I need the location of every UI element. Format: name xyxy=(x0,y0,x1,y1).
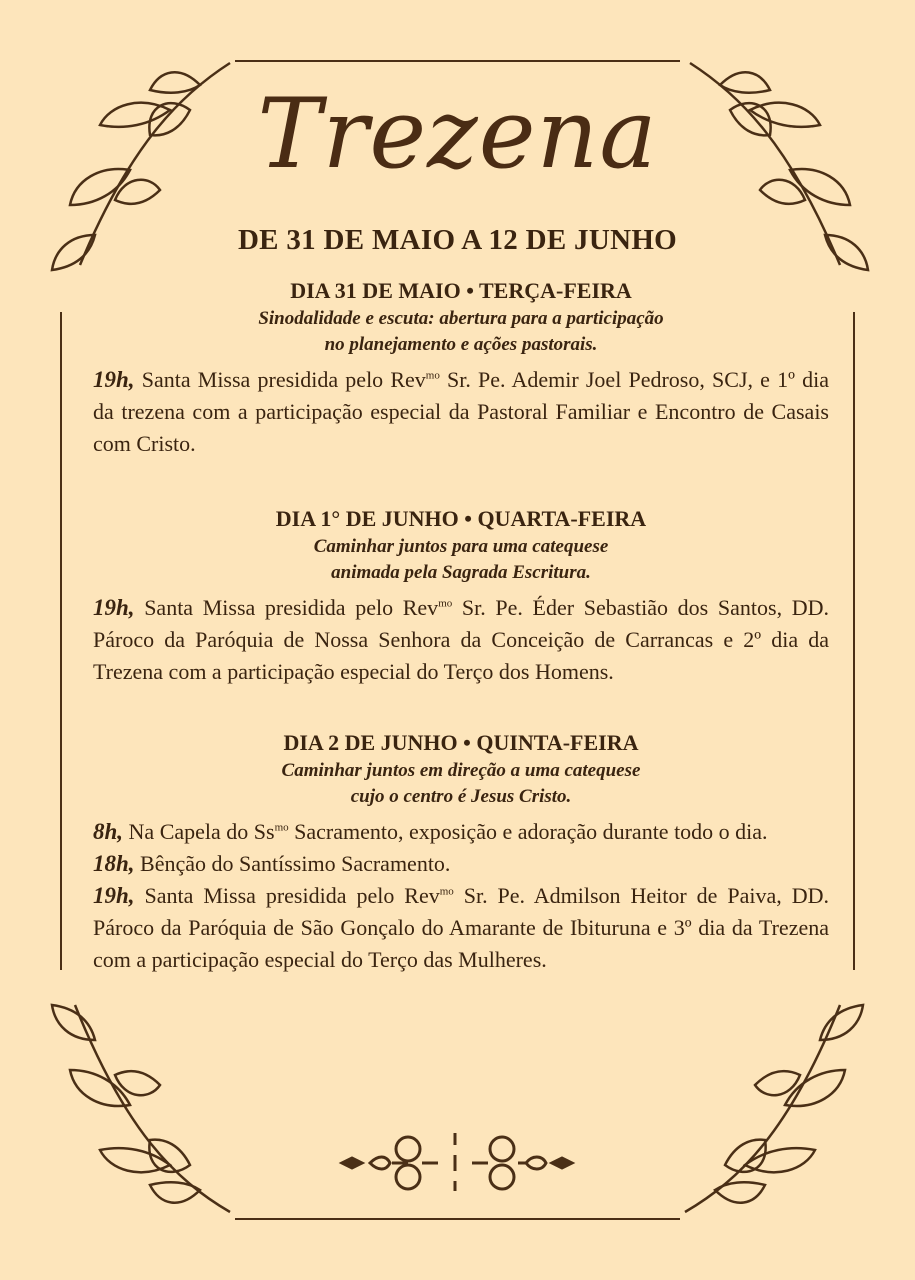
frame-top-line xyxy=(235,60,680,62)
day-section xyxy=(93,730,829,976)
date-range-subtitle: DE 31 DE MAIO A 12 DE JUNHO xyxy=(237,224,678,256)
day-heading: DIA 1° DE JUNHO • QUARTA-FEIRA xyxy=(275,506,647,531)
day-theme: Caminhar juntos para uma catequese animada pela Sagrada Escritura. xyxy=(313,536,609,583)
day-theme: Sinodalidade e escuta: abertura para a participação no planejamento e ações pastorais. xyxy=(258,308,664,355)
schedule-entry: 8h, Na Capela do $Ss^{mo}$ Sacramento, exposição e adoração durante todo o dia. xyxy=(93,819,768,844)
leaf-branch-icon xyxy=(675,995,890,1220)
ornament-divider-icon xyxy=(330,1125,580,1195)
schedule-entry: 18h, Bênção do Santíssimo Sacramento. xyxy=(93,851,451,876)
day-heading: DIA 2 DE JUNHO • QUINTA-FEIRA xyxy=(283,730,639,755)
schedule-entry: 19h, Santa Missa presidida pelo Rev$^{mo}$ Sr. Pe. Admilson Heitor de Paiva, DD. Pároco da Paróquia de São Gonçalo do Amarante de Ibituruna e 3º dia da Trezena com a participação especial do Terço das Mulheres. xyxy=(93,883,829,972)
frame-left-line xyxy=(60,312,62,970)
day-heading: DIA 31 DE MAIO • TERÇA-FEIRA xyxy=(290,278,632,303)
page-title: Trezena xyxy=(257,78,658,190)
frame-right-line xyxy=(853,312,855,970)
leaf-branch-icon xyxy=(25,995,240,1220)
frame-bottom-line xyxy=(235,1218,680,1220)
day-theme: Caminhar juntos em direção a uma catequese cujo o centro é Jesus Cristo. xyxy=(281,760,641,807)
day-section xyxy=(93,506,829,688)
schedule-entry: 19h, Santa Missa presidida pelo Rev$^{mo}$ Sr. Pe. Éder Sebastião dos Santos, DD. Pároco da Paróquia de Nossa Senhora da Conceição de Carrancas e 2º dia da Trezena com a participação especial do Terço dos Homens. xyxy=(93,595,829,684)
schedule-entry: 19h, Santa Missa presidida pelo Rev$^{mo}$ Sr. Pe. Ademir Joel Pedroso, SCJ, e 1º dia da trezena com a participação especial da Pastoral Familiar e Encontro de Casais com Cristo. xyxy=(93,367,829,456)
day-section xyxy=(93,278,829,460)
